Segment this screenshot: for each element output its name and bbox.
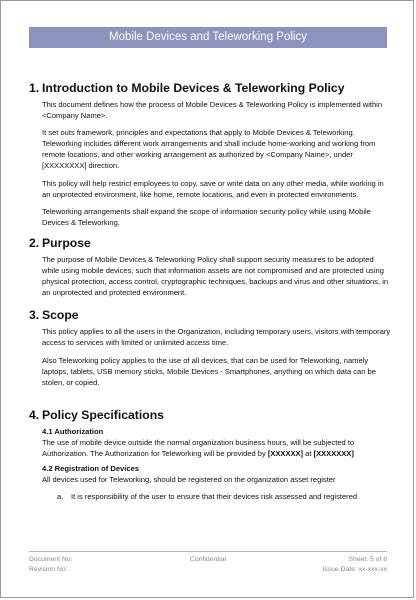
revision-number-label: Revision No: [29, 565, 68, 573]
section-number: 2. [29, 235, 40, 250]
paragraph: This policy will help restrict employees to copy, save or write data on any other media, while working in an unprotected environment, like home, remote locations, and even in protected environments. [42, 178, 384, 199]
list-item-text: It is responsibility of the user to ensure that their devices risk assessed and registered [71, 492, 358, 502]
paragraph: Teleworking arrangements shall expand the scope of information security policy while using Mobile Devices & Teleworking. [42, 206, 371, 227]
section-title: Introduction to Mobile Devices & Teleworking Policy [42, 81, 345, 95]
section-title: Scope [42, 308, 79, 323]
section-2-heading [29, 236, 391, 250]
section-title: Purpose [42, 235, 91, 250]
authorization-text: The use of mobile device outside the normal organization business hours, will be subjected to Authorization. The Authorization for Teleworking will be provided by [42, 437, 355, 458]
section-number: 1. [29, 81, 40, 95]
paragraph: The purpose of Mobile Devices & Teleworking Policy shall support security measures to be adopted while using mobile devices, such that information assets are not compromised and are protected using physical protection, access control, cryptographic techniques, backups and virus and other situations, in an unprotected and protected environment. [42, 254, 389, 298]
paragraph: This policy applies to all the users in the Organization, including temporary users, visitors with temporary access to services with limited or unlimited access time. [42, 327, 391, 348]
document-body [29, 81, 391, 502]
location-placeholder: [XXXXXXX] [313, 448, 354, 458]
section-title: Policy Specifications [42, 407, 164, 422]
list-marker: a. [57, 492, 64, 502]
connector-text: at [303, 448, 314, 458]
subsection-4-2-heading: 4.2 Registration of Devices [42, 463, 140, 473]
section-3-heading [29, 308, 391, 322]
footer-row [29, 555, 387, 565]
sheet-number: Sheet: 5 of 8 [348, 556, 387, 563]
issue-date: Issue Date: xx-xxx-xx [322, 565, 387, 573]
paragraph: This document defines how the process of Mobile Devices & Teleworking Policy is implemented within <Company Name>. [42, 100, 383, 121]
section-4-heading [29, 408, 391, 422]
list-item [29, 491, 391, 502]
paragraph: It set outs framework, principles and expectations that apply to Mobile Devices & Teleworking. Teleworking includes different work arrangements and shall include home-working and working from remote locations, and other working arrangement as authorized by <Company Name>, under [XXXXXXXX] direction. [42, 128, 376, 171]
section-number: 3. [29, 308, 40, 323]
paragraph: Also Teleworking policy applies to the use of all devices, that can be used for Teleworking, namely laptops, tablets, USB memory sticks, Mobile Devices - Smartphones, anything on which data can be stolen, or copied. [42, 355, 376, 387]
confidential-label: Confidential [190, 556, 226, 563]
page-footer [29, 551, 387, 574]
section-1-heading [29, 81, 391, 95]
authorizer-placeholder: [XXXXXX] [267, 448, 304, 458]
paragraph: All devices used for Teleworking, should be registered on the organization asset register [42, 474, 336, 484]
document-number-label: Document No: [29, 556, 73, 563]
paragraph [29, 437, 391, 459]
section-number: 4. [29, 407, 40, 422]
subsection-4-1-heading: 4.1 Authorization [42, 426, 104, 436]
document-title-banner: Mobile Devices and Teleworking Policy [29, 27, 387, 48]
footer-row [29, 565, 387, 575]
